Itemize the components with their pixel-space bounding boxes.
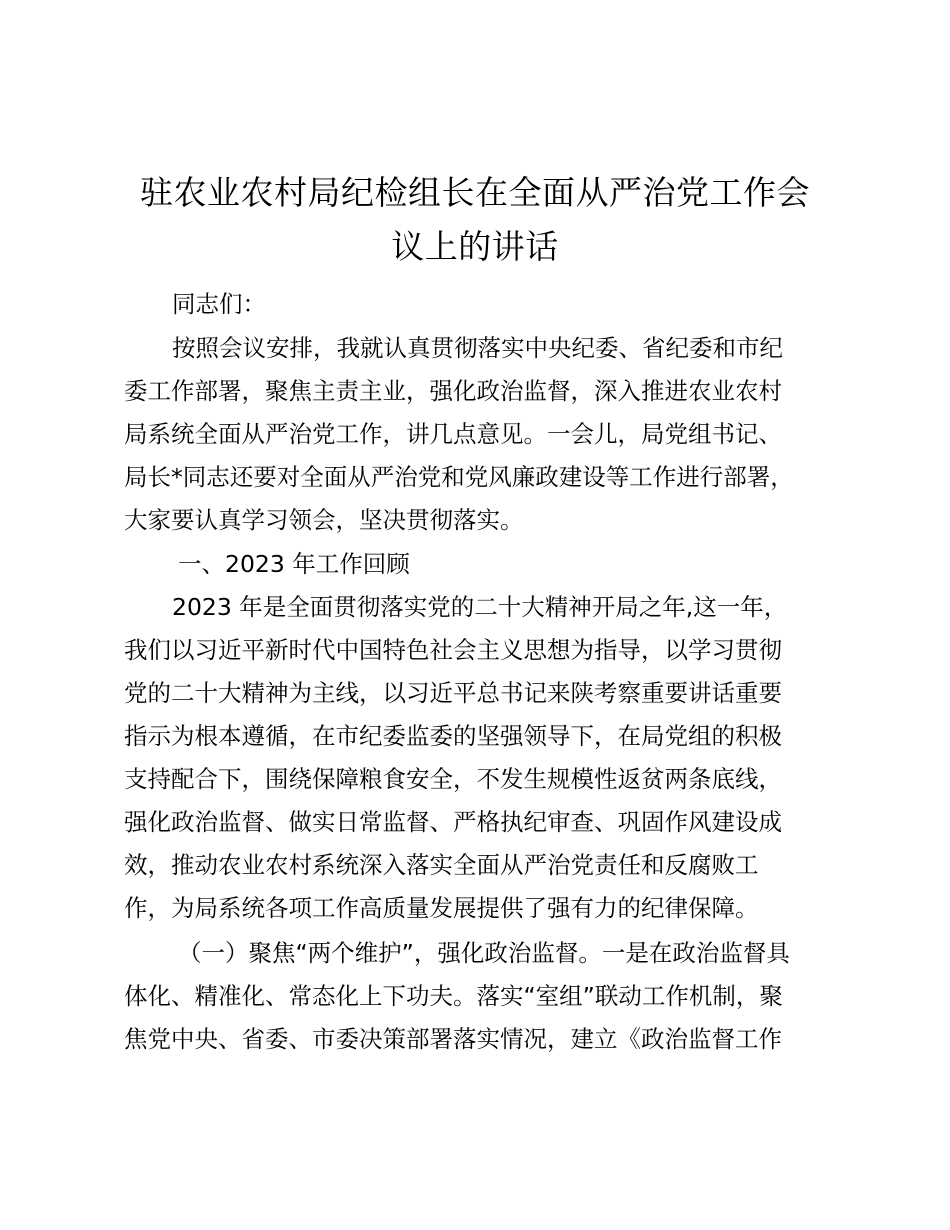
- title-line-1: 驻农业农村局纪检组长在全面从严治党工作会: [140, 173, 810, 212]
- body-line: 强化政治监督、做实日常监督、严格执纪审查、巩固作风建设成: [124, 808, 782, 836]
- body-line: 我们以习近平新时代中国特色社会主义思想为指导，以学习贯彻: [124, 636, 782, 664]
- body-line: 焦党中央、省委、市委决策部署落实情况，建立《政治监督工作: [124, 1025, 782, 1053]
- body-line: 体化、精准化、常态化上下功夫。落实“室组”联动工作机制，聚: [124, 982, 783, 1010]
- body-line: 大家要认真学习领会，坚决贯彻落实。: [124, 506, 524, 534]
- subsection-heading: （一）聚焦“两个维护”，强化政治监督。一是在政治监督具: [178, 939, 790, 967]
- body-line: 党的二十大精神为主线，以习近平总书记来陕考察重要讲话重要: [124, 679, 782, 707]
- document-title: [120, 166, 830, 274]
- body-line: 按照会议安排，我就认真贯彻落实中央纪委、省纪委和市纪: [172, 334, 783, 362]
- title-line-2: 议上的讲话: [391, 227, 559, 266]
- salutation: 同志们：: [172, 290, 266, 318]
- body-line: 效，推动农业农村系统深入落实全面从严治党责任和反腐败工: [124, 851, 759, 879]
- body-line: 委工作部署，聚焦主责主业，强化政治监督，深入推进农业农村: [124, 377, 782, 405]
- body-line: 作，为局系统各项工作高质量发展提供了强有力的纪律保障。: [124, 894, 759, 922]
- body-line: 局系统全面从严治党工作，讲几点意见。一会儿，局党组书记、: [124, 420, 782, 448]
- section-heading: 一、2023 年工作回顾: [178, 550, 410, 578]
- body-line: 2023 年是全面贯彻落实党的二十大精神开局之年,这一年，: [172, 593, 788, 621]
- body-line: 局长*同志还要对全面从严治党和党风廉政建设等工作进行部署，: [124, 463, 794, 491]
- body-line: 指示为根本遵循，在市纪委监委的坚强领导下，在局党组的积极: [124, 722, 782, 750]
- body-line: 支持配合下，围绕保障粮食安全，不发生规模性返贫两条底线，: [124, 765, 782, 793]
